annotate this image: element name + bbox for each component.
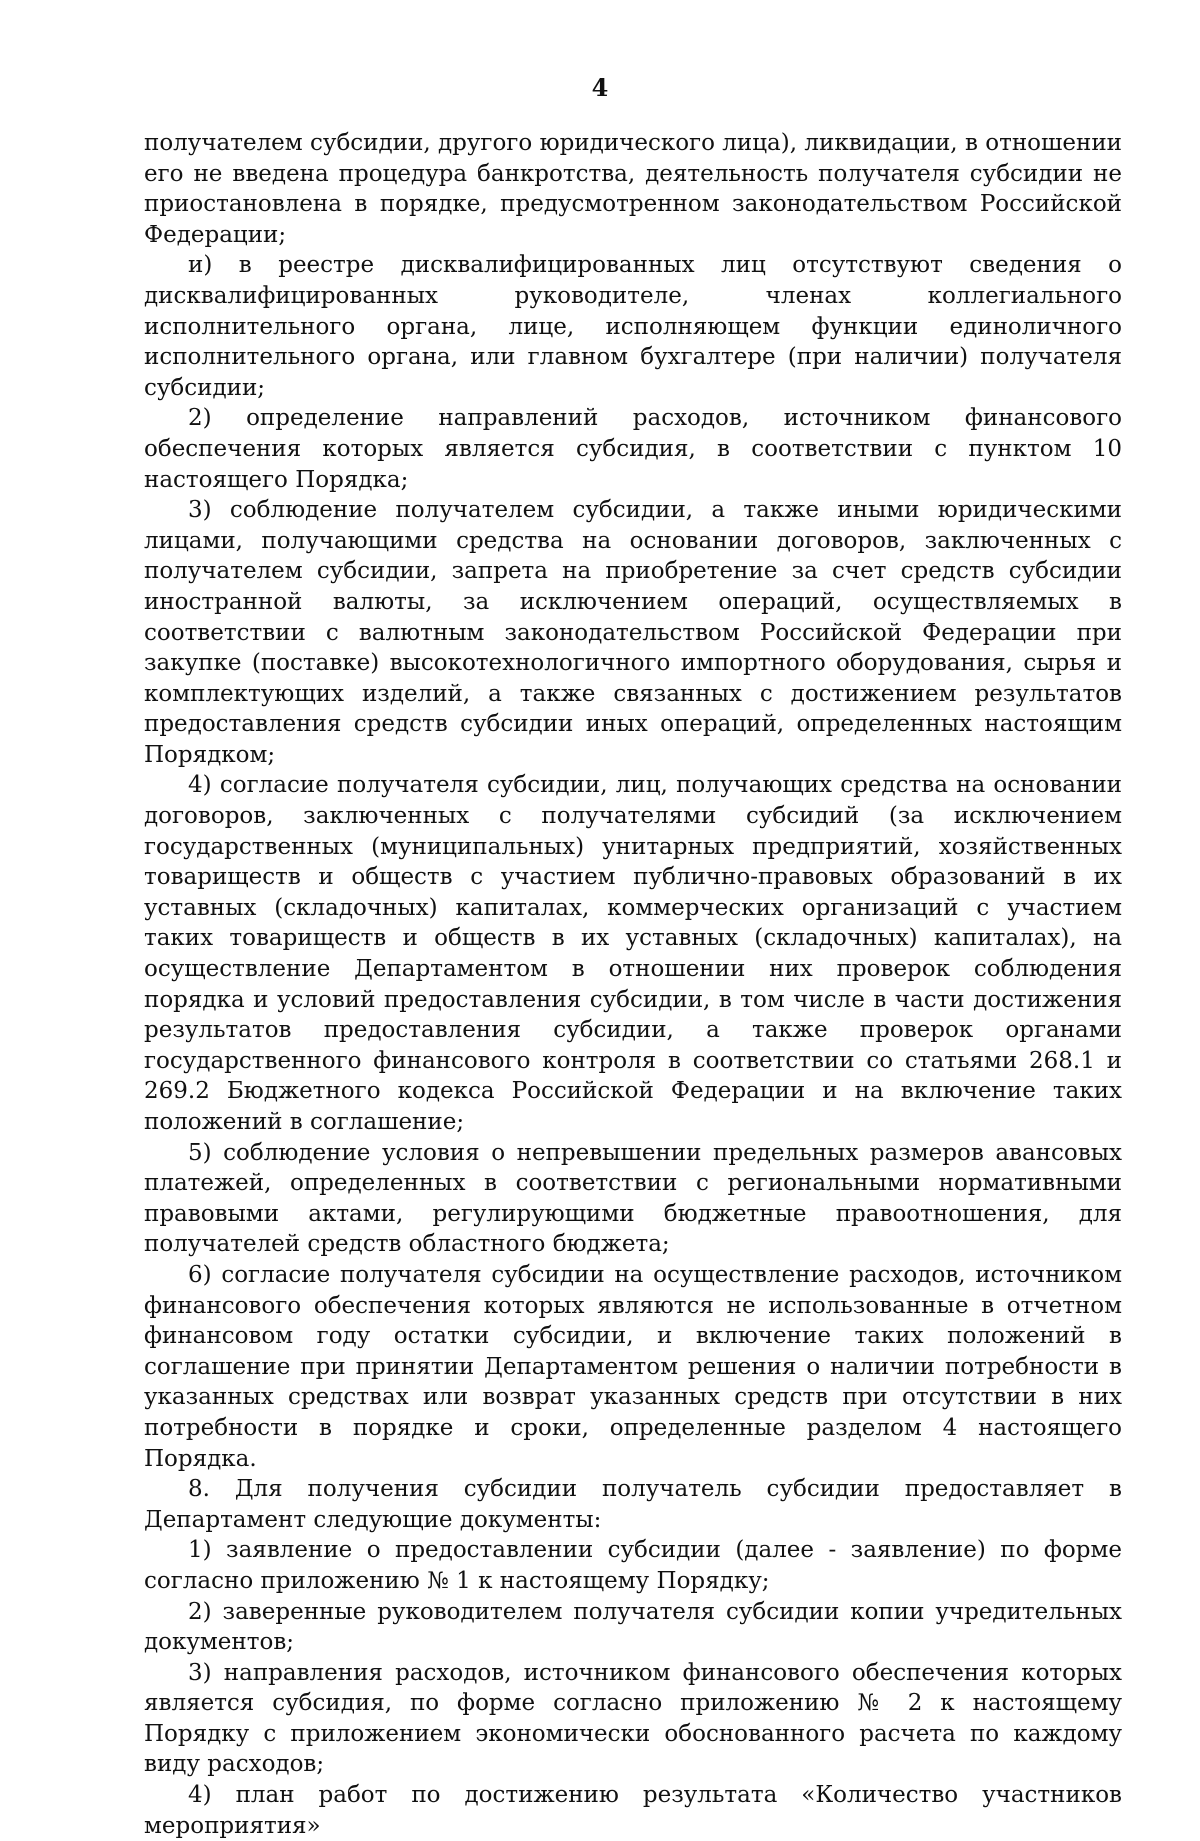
paragraph-item-i: и) в реестре дисквалифицированных лиц отсутствуют сведения о дисквалифицированных руководителе, членах коллегиального исполнительного органа, лице, исполняющем функции единоличного исполнительного органа, или главном бухгалтере (при наличии) получателя субсидии; [144,252,1122,401]
paragraph-doc-4: 4) план работ по достижению результата «Количество участников мероприятия» [144,1782,1122,1839]
paragraph-doc-1: 1) заявление о предоставлении субсидии (далее - заявление) по форме согласно приложению № 1 к настоящему Порядку; [144,1537,1122,1594]
paragraph-continuation: получателем субсидии, другого юридического лица), ликвидации, в отношении его не введена процедура банкротства, деятельность получателя субсидии не приостановлена в порядке, предусмотренном законодательством Российской Федерации; [144,130,1122,248]
paragraph-doc-3: 3) направления расходов, источником финансового обеспечения которых является субсидия, по форме согласно приложению № 2 к настоящему Порядку с приложением экономически обоснованного расчета по каждому виду расходов; [144,1659,1122,1778]
page-number: 4 [591,73,609,102]
paragraph-clause-8: 8. Для получения субсидии получатель субсидии предоставляет в Департамент следующие документы: [144,1476,1122,1533]
document-body [144,128,1122,1841]
paragraph-item-5: 5) соблюдение условия о непревышении предельных размеров авансовых платежей, определенных в соответствии с региональными нормативными правовыми актами, регулирующими бюджетные правоотношения, для получателей средств областного бюджета; [144,1139,1122,1258]
paragraph-item-2: 2) определение направлений расходов, источником финансового обеспечения которых является субсидия, в соответствии с пунктом 10 настоящего Порядка; [144,405,1122,493]
paragraph-item-4: 4) согласие получателя субсидии, лиц, получающих средства на основании договоров, заключенных с получателями субсидий (за исключением государственных (муниципальных) унитарных предприятий, хозяйственных товариществ и обществ с участием публично-правовых образований в их уставных (складочных) капиталах, коммерческих организаций с участием таких товариществ и обществ в их уставных (складочных) капиталах), на осуществление Департаментом в отношении них проверок соблюдения порядка и условий предоставления субсидии, в том числе в части достижения результатов предоставления субсидии, а также проверок органами государственного финансового контроля в соответствии со статьями 268.1 и 269.2 Бюджетного кодекса Российской Федерации и на включение таких положений в соглашение; [144,772,1122,1135]
paragraph-doc-2: 2) заверенные руководителем получателя субсидии копии учредительных документов; [144,1598,1122,1656]
paragraph-item-6: 6) согласие получателя субсидии на осуществление расходов, источником финансового обеспечения которых являются не использованные в отчетном финансовом году остатки субсидии, и включение таких положений в соглашение при принятии Департаментом решения о наличии потребности в указанных средствах или возврат указанных средств при отсутствии в них потребности в порядке и сроки, определенные разделом 4 настоящего Порядка. [144,1261,1122,1472]
paragraph-item-3: 3) соблюдение получателем субсидии, а также иными юридическими лицами, получающими средства на основании договоров, заключенных с получателем субсидии, запрета на приобретение за счет средств субсидии иностранной валюты, за исключением операций, осуществляемых в соответствии с валютным законодательством Российской Федерации при закупке (поставке) высокотехнологичного импортного оборудования, сырья и комплектующих изделий, а также связанных с достижением результатов предоставления средств субсидии иных операций, определенных настоящим Порядком; [144,497,1122,768]
